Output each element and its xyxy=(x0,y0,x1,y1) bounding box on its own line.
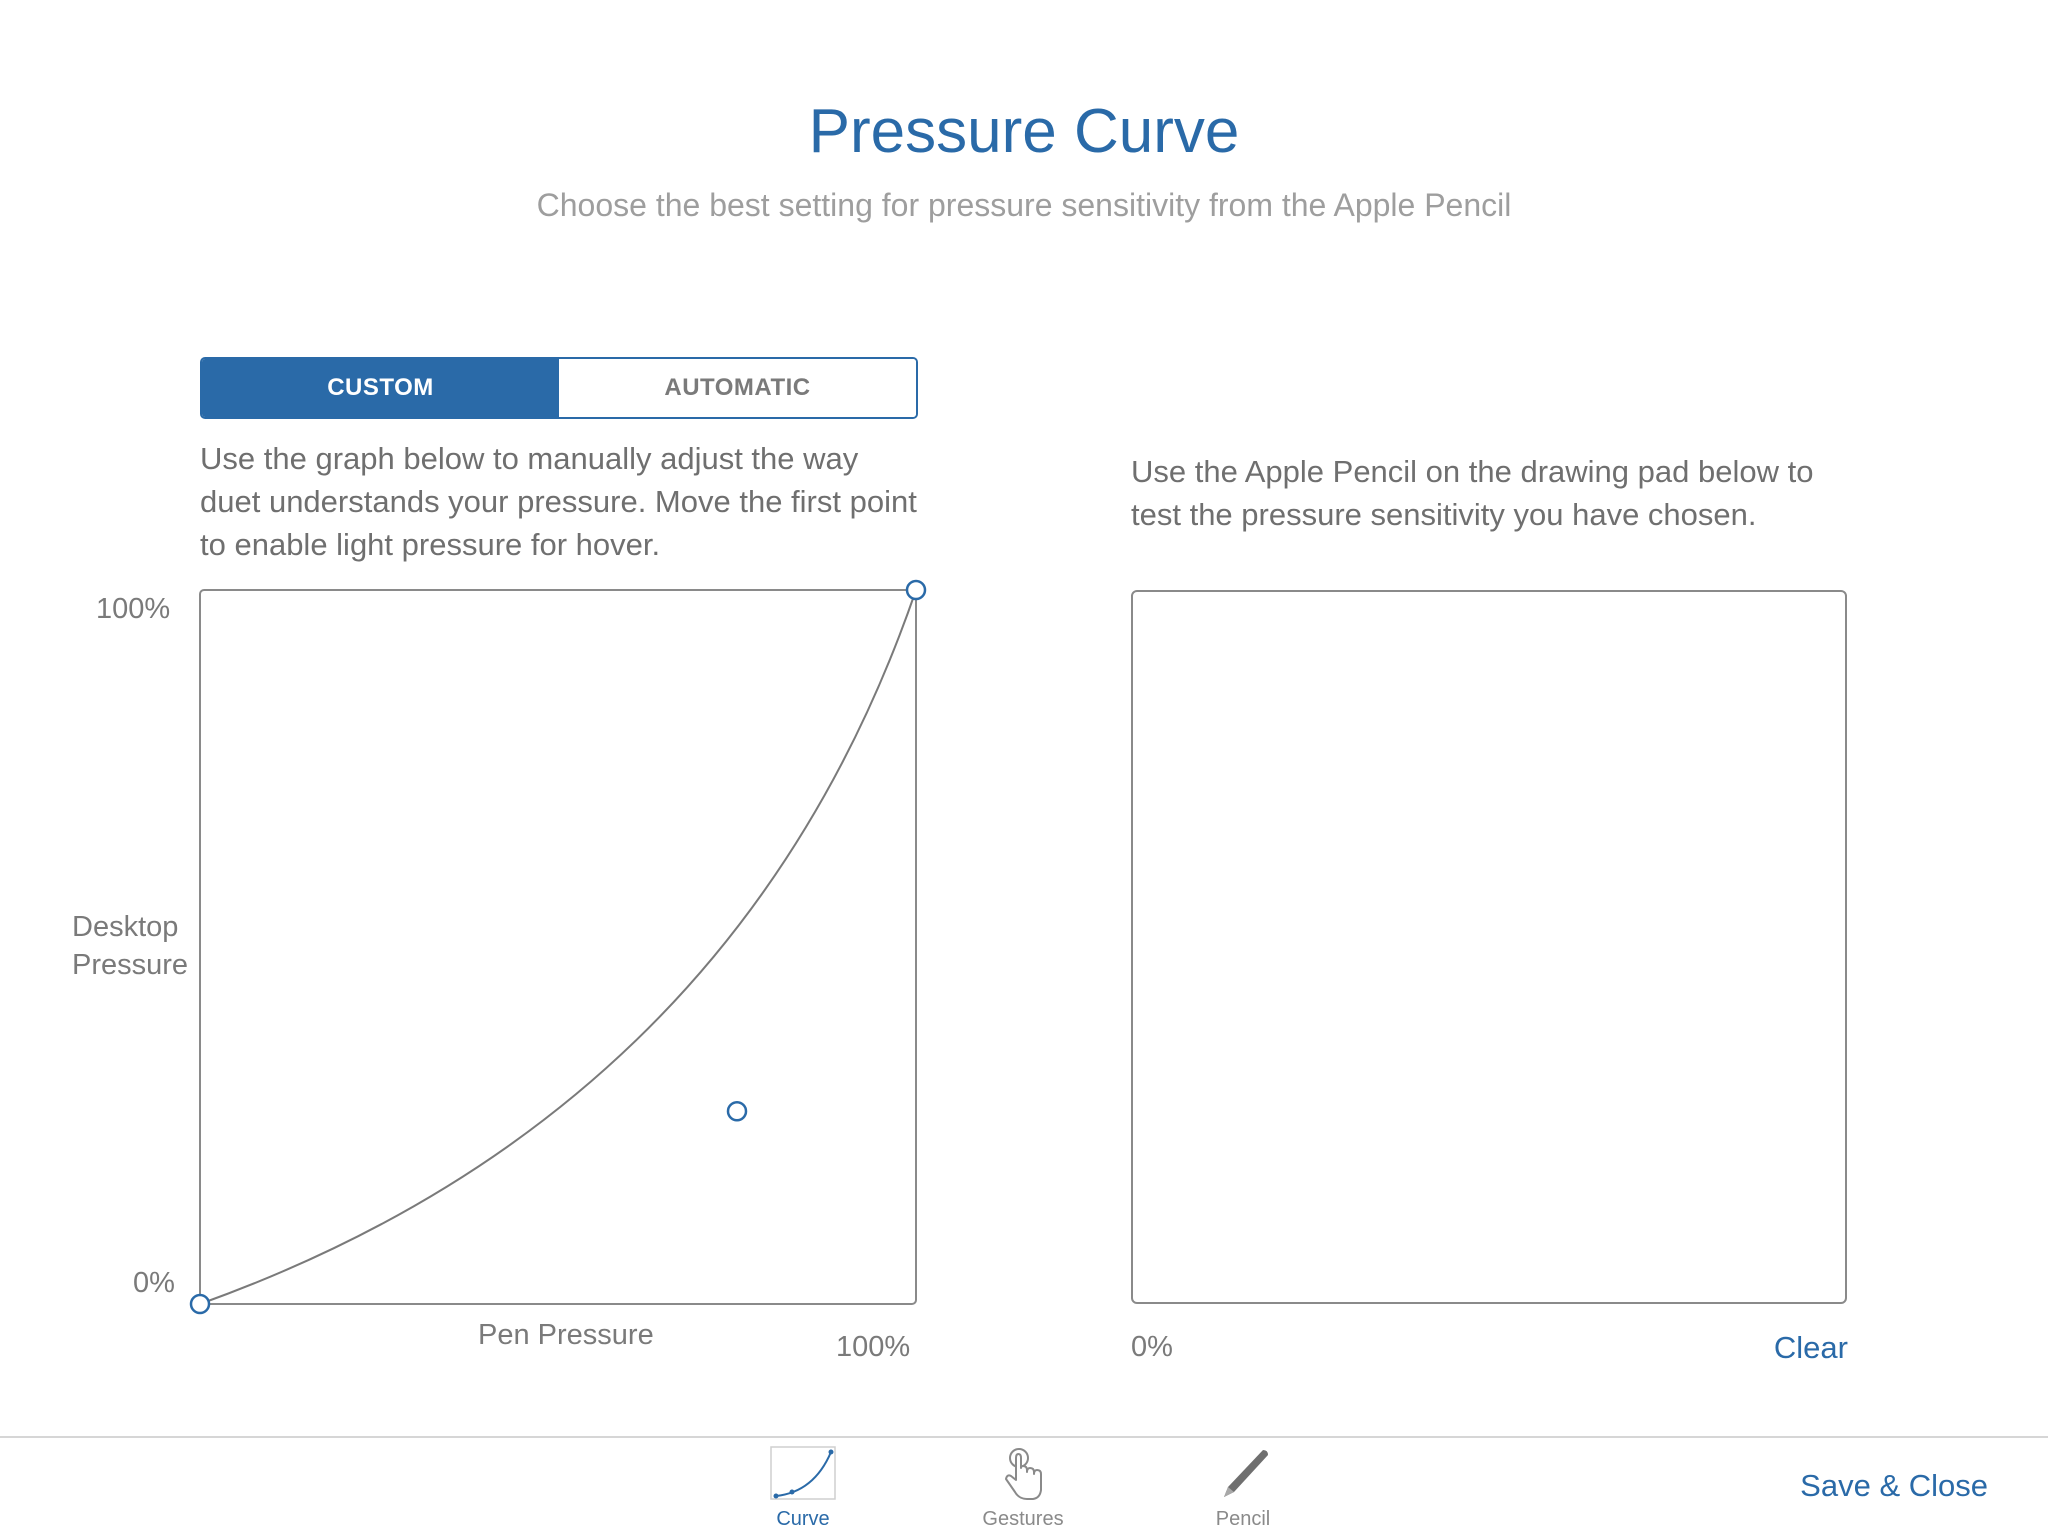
tab-pencil-label: Pencil xyxy=(1215,1508,1271,1530)
x-axis-title: Pen Pressure xyxy=(478,1319,654,1351)
bottom-toolbar xyxy=(0,1436,2048,1538)
page-subtitle: Choose the best setting for pressure sensitivity from the Apple Pencil xyxy=(536,187,1512,223)
y-axis-max-label: 100% xyxy=(96,593,171,625)
automatic-mode-button[interactable]: AUTOMATIC xyxy=(559,359,916,417)
custom-mode-button[interactable]: CUSTOM xyxy=(202,359,559,417)
graph-frame xyxy=(200,590,916,1304)
mode-segmented-control xyxy=(200,357,918,419)
curve-icon xyxy=(770,1446,836,1502)
tab-curve-label: Curve xyxy=(776,1508,830,1530)
page-title: Pressure Curve xyxy=(808,97,1240,166)
y-axis-title-line1: Desktop xyxy=(72,911,179,943)
drawing-pad[interactable] xyxy=(1131,590,1847,1304)
drawing-pad-instructions: Use the Apple Pencil on the drawing pad below to test the pressure sensitivity you have chosen. xyxy=(1131,454,1814,532)
tab-gestures[interactable] xyxy=(948,1438,1098,1538)
y-axis-title-line2: Pressure xyxy=(72,949,189,981)
curve-control-handle[interactable] xyxy=(728,1102,746,1120)
pencil-icon xyxy=(1210,1446,1276,1502)
curve-start-handle[interactable] xyxy=(191,1295,209,1313)
pressure-curve-line xyxy=(200,590,916,1304)
curve-instructions: Use the graph below to manually adjust the way duet understands your pressure. Move the first point to enable light pressure for hover. xyxy=(200,441,917,562)
x-axis-max-label: 100% xyxy=(836,1331,911,1363)
clear-button[interactable]: Clear xyxy=(1773,1330,1848,1365)
gesture-hand-icon xyxy=(990,1446,1056,1502)
y-axis-min-label: 0% xyxy=(133,1267,175,1299)
curve-end-handle[interactable] xyxy=(907,581,925,599)
tab-curve[interactable] xyxy=(728,1438,878,1538)
pressure-readout: 0% xyxy=(1131,1331,1173,1363)
save-and-close-button[interactable]: Save & Close xyxy=(1800,1468,1988,1503)
tab-pencil[interactable] xyxy=(1168,1438,1318,1538)
tab-gestures-label: Gestures xyxy=(982,1508,1064,1530)
